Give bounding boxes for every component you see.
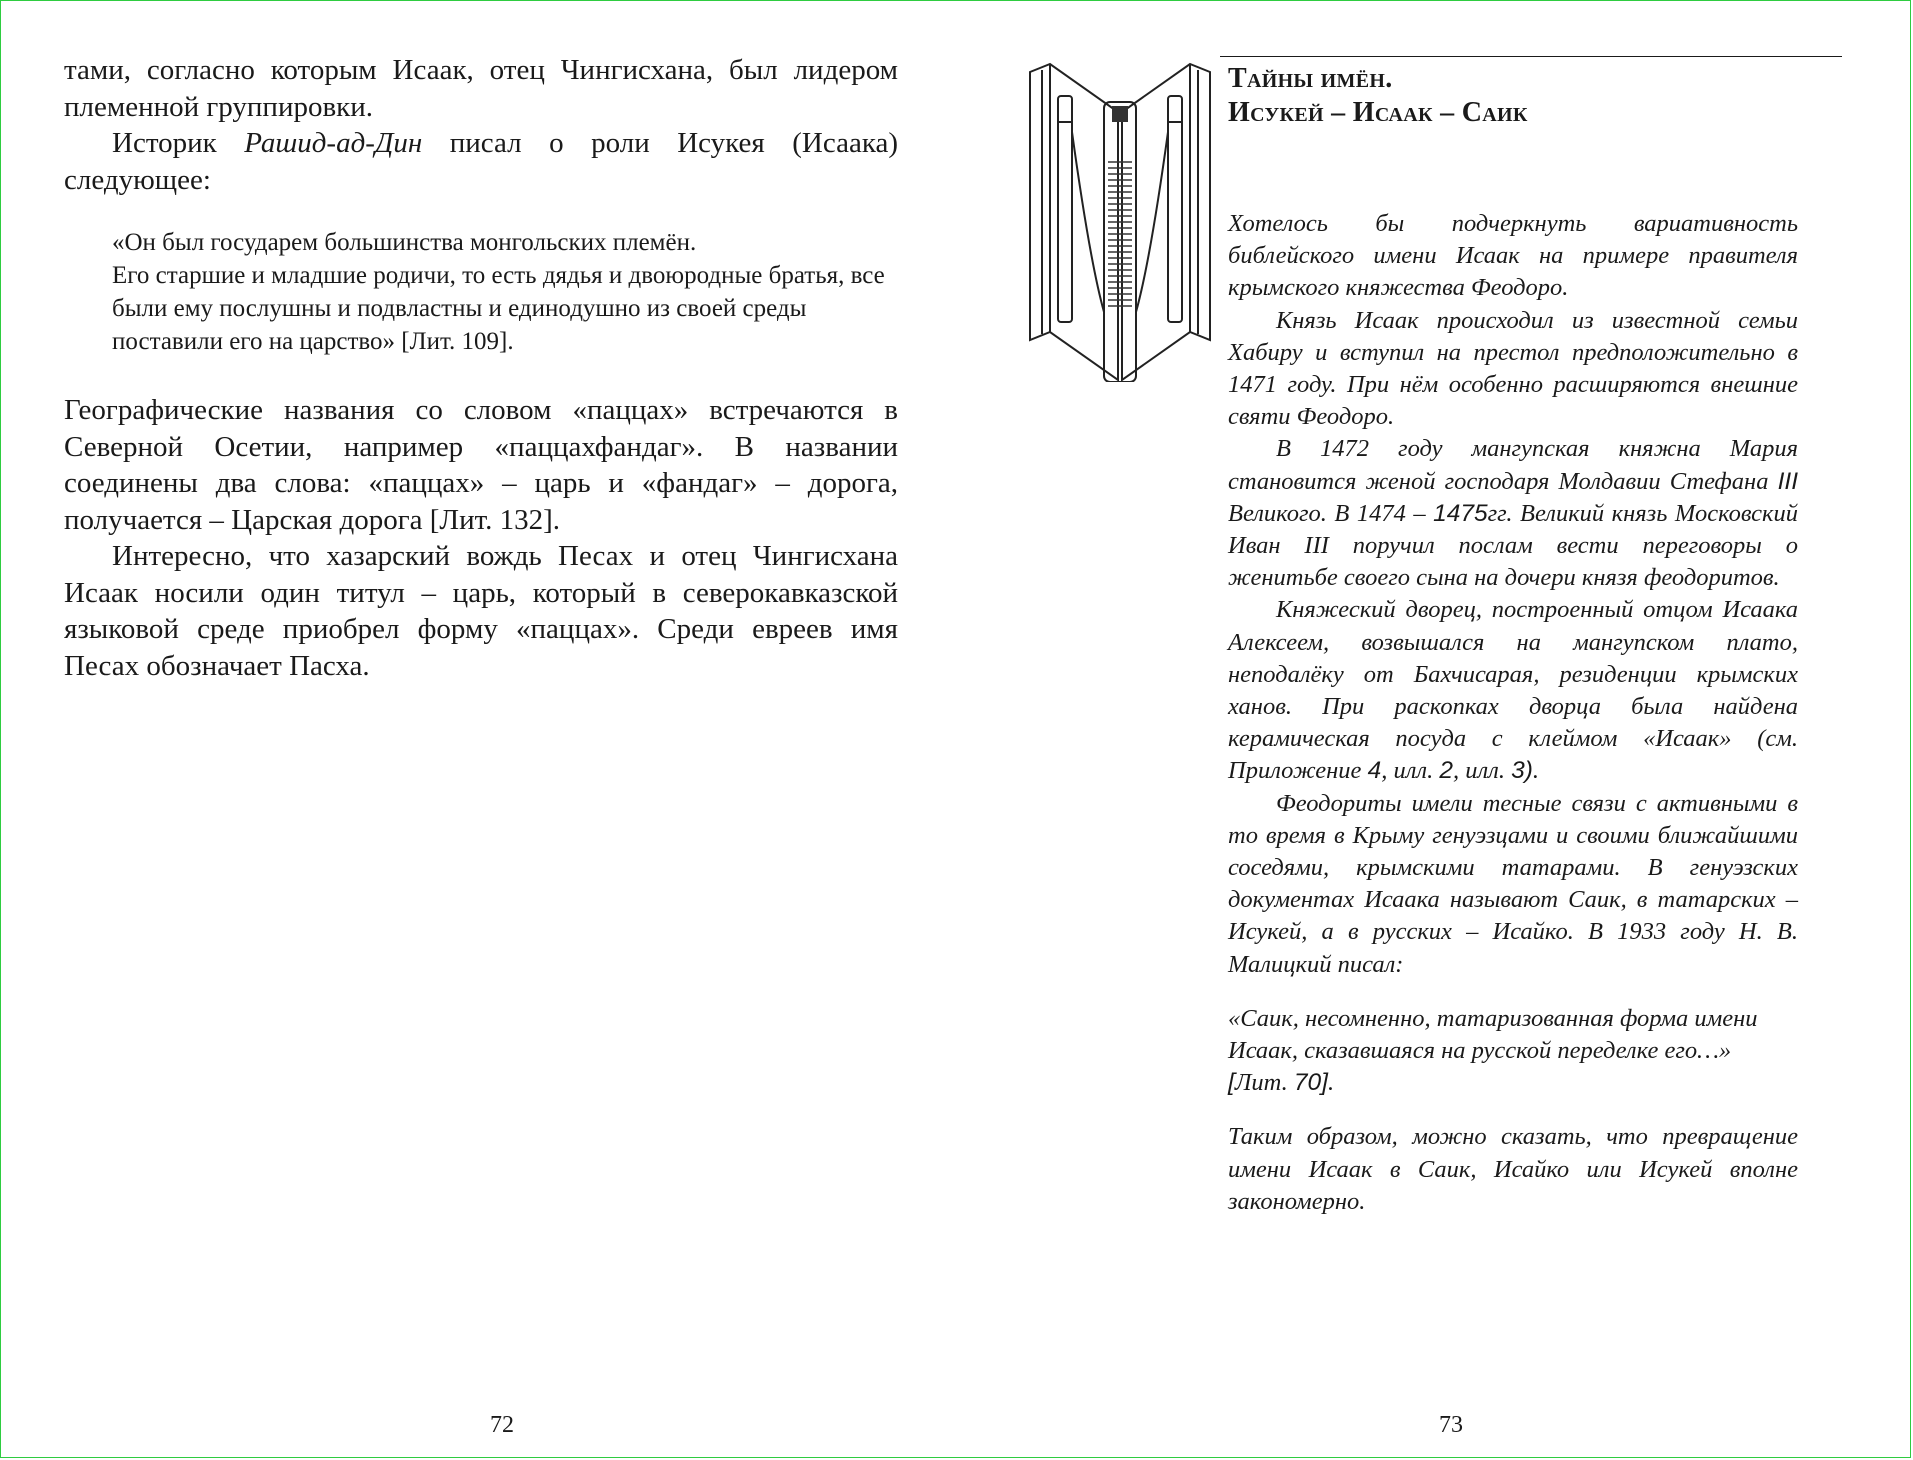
text-run: Княжеский дворец, построенный отцом Исаака Алексеем, возвышался на мангупском плато, неподалёку от Бахчисарая, резиденции крымских ханов. При раскопках дворца была найдена керамическая посуда с клеймом «Исаак» (см. Приложение xyxy=(1228,596,1798,785)
text-run: В 1472 году мангупская княжна Мария становится женой господаря Молдавии Стефана xyxy=(1228,435,1798,495)
text-run: Историк xyxy=(112,127,245,159)
heading-rule xyxy=(1220,56,1842,57)
text-run: Лит. xyxy=(1234,1069,1294,1097)
text-run: [ xyxy=(1228,1069,1235,1097)
text-run: 1475 xyxy=(1433,499,1488,527)
scroll-roller-left xyxy=(1058,96,1072,322)
text-run: 4 xyxy=(1367,757,1382,785)
text-run: III xyxy=(1777,467,1798,495)
scroll-roller-right xyxy=(1168,96,1182,322)
text-run: , илл. xyxy=(1381,757,1440,785)
paragraph xyxy=(1228,594,1798,787)
scroll-roller-center xyxy=(1104,102,1136,382)
text-run: 3) xyxy=(1511,757,1533,785)
paragraph: Князь Исаак происходил из известной семьи Хабиру и вступил на престол предположительно в 1471 году. При нём особенно расширяются внешние святи Феодоро. xyxy=(1228,306,1798,431)
heading-line: Тайны имён. xyxy=(1228,63,1393,94)
text-run: Великого. В 1474 – xyxy=(1228,499,1434,527)
page-number: 73 xyxy=(1439,1412,1463,1438)
paragraph: Хотелось бы подчеркнуть вариативность библейского имени Исаак на примере правителя крымского княжества Феодоро. xyxy=(1228,210,1798,302)
quote-line: Его старшие и младшие родичи, то есть дядья и двоюродные братья, все были ему послушны и подвластны и единодушно из своей среды поставили его на царство» [Лит. 109]. xyxy=(112,262,885,355)
text-run: . xyxy=(1327,1069,1335,1097)
quote-line: «Он был государем большинства монгольских племён. xyxy=(112,229,697,256)
chapter-heading xyxy=(1228,62,1528,130)
paragraph: Географические названия со словом «паццах» встречаются в Северной Осетии, например «паццахфандаг». В названии соединены два слова: «паццах» – царь и «фандаг» – дорога, получается – Царская дорога [Лит. 132]. xyxy=(64,394,898,536)
scroll-text-lines xyxy=(1108,162,1132,306)
heading-line: Исукей – Исаак – Саик xyxy=(1228,97,1528,128)
emphasis-name: Рашид-ад-Дин xyxy=(244,127,423,159)
block-quote xyxy=(1228,1003,1798,1100)
left-page xyxy=(0,0,956,1460)
block-quote xyxy=(112,226,912,358)
torah-scroll-illustration xyxy=(1020,62,1220,382)
text-run: гг. Великий князь Московский Иван III поручил послам вести переговоры о женитьбе своего сына на дочери князя феодоритов. xyxy=(1228,499,1798,592)
right-page xyxy=(956,0,1913,1460)
text-run: . xyxy=(1532,757,1540,785)
scroll-finial xyxy=(1112,106,1128,122)
text-run: писал о роли Исукея (Исаака) следующее: xyxy=(64,127,899,196)
page-number: 72 xyxy=(490,1412,514,1438)
quote-citation xyxy=(1228,1067,1798,1099)
paragraph: Феодориты имели тесные связи с активными в то время в Крыму генуэзцами и своими ближайшими соседями, крымскими татарами. В генуэзских документах Исаака называют Саик, в татарских – Исукей, а в русских – Исайко. В 1933 году Н. В. Малицкий писал: xyxy=(1228,789,1798,978)
text-run: 2 xyxy=(1439,757,1453,785)
text-run: 70] xyxy=(1293,1069,1328,1097)
quote-line: «Саик, несомненно, татаризованная форма имени Исаак, сказавшаяся на русской переделке его…» xyxy=(1228,1004,1758,1065)
text-run: , илл. xyxy=(1452,757,1512,785)
paragraph xyxy=(1228,433,1798,594)
paragraph: Интересно, что хазарский вождь Песах и отец Чингисхана Исаак носили один титул – царь, который в северокавказской языковой среде приобрел форму «паццах». Среди евреев имя Песах обозначает Пасха. xyxy=(64,540,898,682)
paragraph: тами, согласно которым Исаак, отец Чингисхана, был лидером племенной группировки. xyxy=(64,54,898,123)
left-page-text xyxy=(64,52,898,684)
paragraph xyxy=(64,125,898,198)
paragraph: Таким образом, можно сказать, что превращение имени Исаак в Саик, Исайко или Исукей вполне закономерно. xyxy=(1228,1123,1798,1215)
right-page-text xyxy=(1228,208,1798,1218)
